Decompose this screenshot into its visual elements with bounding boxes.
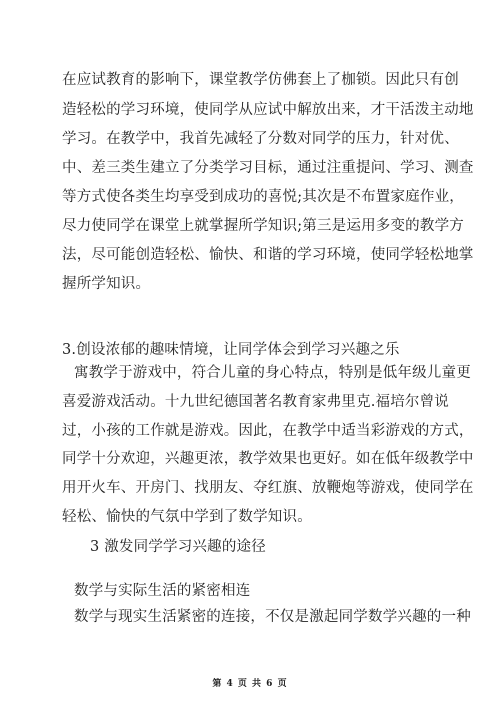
page-footer: 第 4 页 共 6 页 — [212, 679, 288, 689]
paragraph1-line: 等方式使各类生均享受到成功的喜悦;其次是不布置家庭作业， — [62, 189, 464, 205]
paragraph1-line: 学习。在教学中，我首先减轻了分数对同学的压力，针对优、 — [62, 131, 459, 147]
section-heading: 3.创设浓郁的趣味情境，让同学体会到学习兴趣之乐 — [62, 342, 400, 358]
paragraph2-line: 喜爱游戏活动。十九世纪德国著名教育家弗里克.福培尔曾说 — [62, 394, 450, 410]
paragraph1-line: 尽力使同学在课堂上就掌握所学知识;第三是运用多变的教学方 — [62, 218, 464, 234]
paragraph2-line: 过，小孩的工作就是游戏。因此，在教学中适当彩游戏的方式， — [62, 423, 474, 439]
paragraph2-line: 寓教学于游戏中，符合儿童的身心特点，特别是低年级儿童更 — [74, 365, 471, 381]
paragraph2-line: 同学十分欢迎，兴趣更浓，教学效果也更好。如在低年级教学中 — [62, 451, 474, 467]
subheading: 数学与实际生活的紧密相连 — [74, 583, 251, 599]
paragraph1-line: 握所学知识。 — [62, 276, 151, 292]
paragraph1-line: 造轻松的学习环境，使同学从应试中解放出来，才干活泼主动地 — [62, 102, 474, 118]
paragraph1-line: 中、差三类生建立了分类学习目标，通过注重提问、学习、测查 — [62, 160, 474, 176]
paragraph3-line: 数学与现实生活紧密的连接，不仅是激起同学数学兴趣的一种 — [74, 609, 471, 625]
section-heading-2: 3 激发同学学习兴趣的途径 — [90, 539, 266, 555]
paragraph1-line: 在应试教育的影响下，课堂教学仿佛套上了枷锁。因此只有创 — [62, 72, 459, 88]
paragraph1-line: 法，尽可能创造轻松、愉快、和谐的学习环境，使同学轻松地掌 — [62, 247, 474, 263]
paragraph2-line: 用开火车、开房门、找朋友、夺红旗、放鞭炮等游戏，使同学在 — [62, 480, 474, 496]
paragraph2-line: 轻松、愉快的气氛中学到了数学知识。 — [62, 509, 312, 525]
